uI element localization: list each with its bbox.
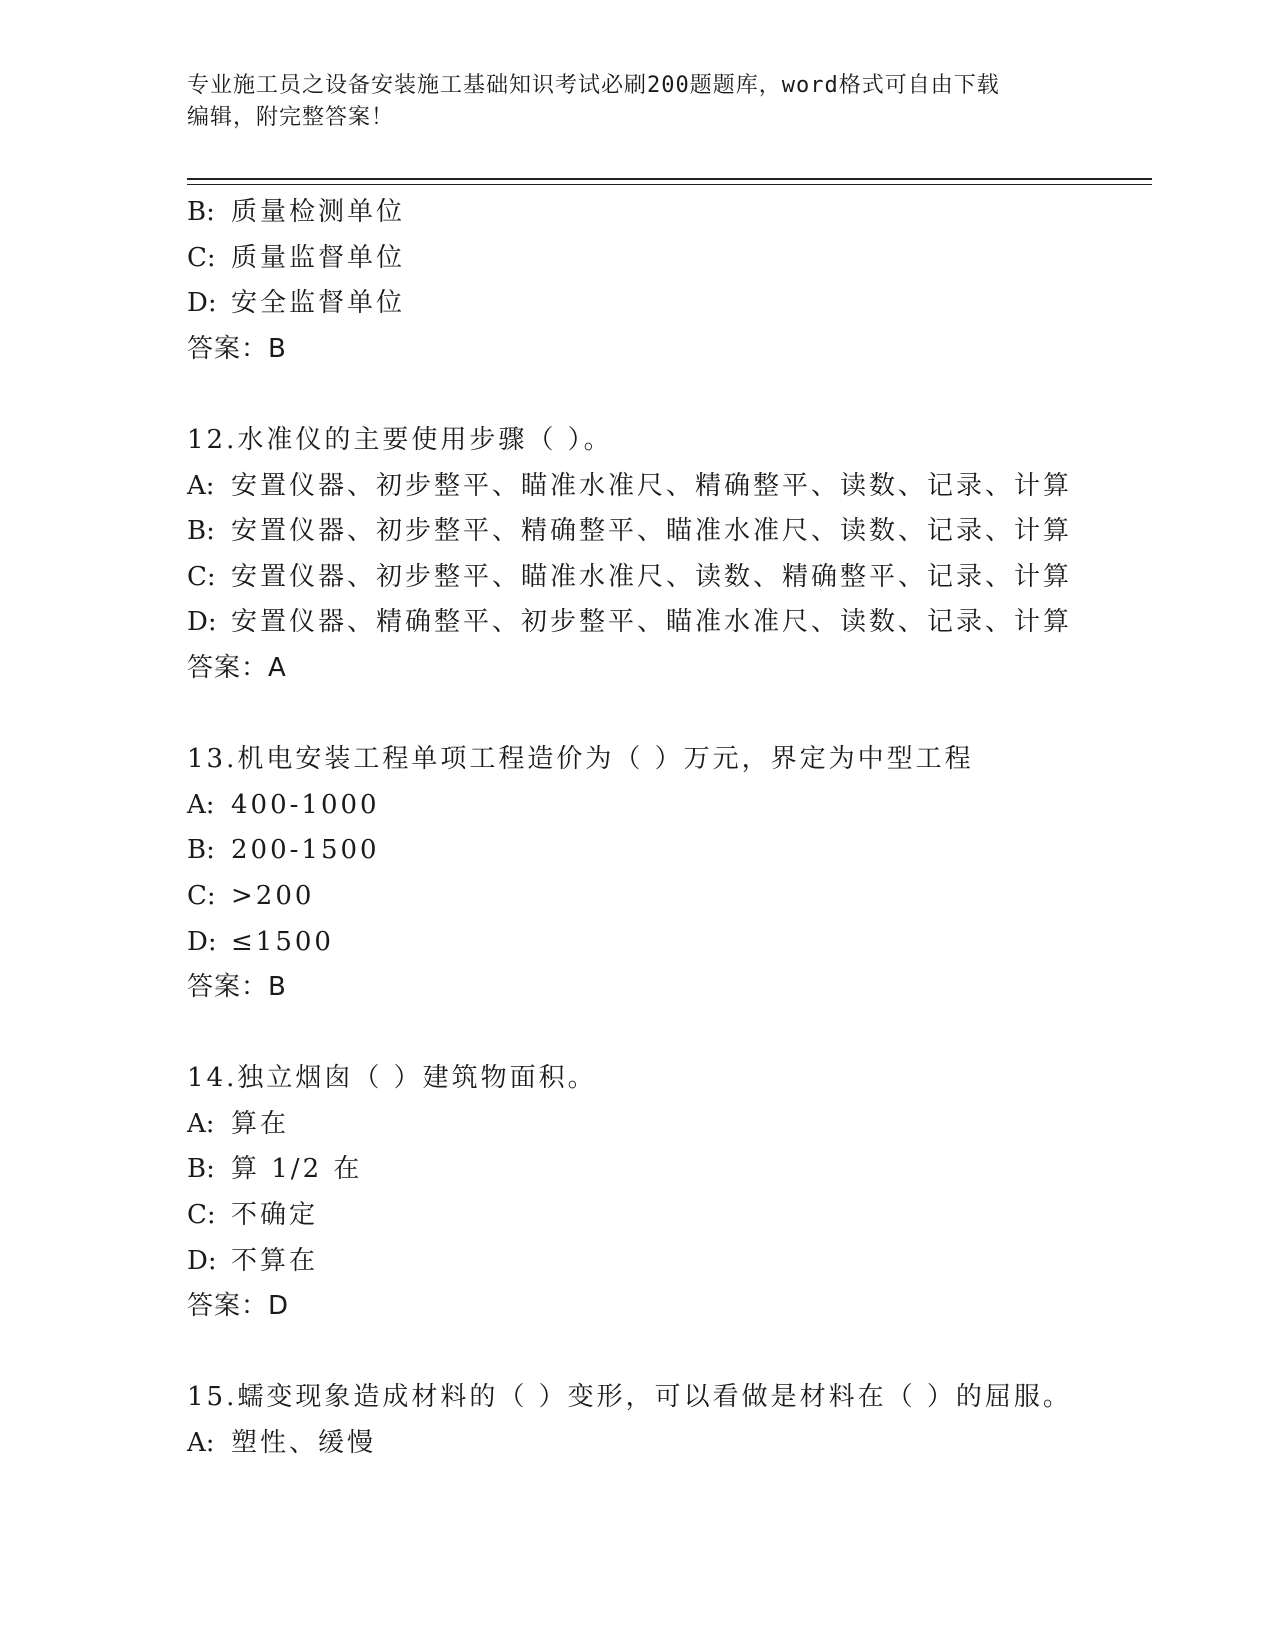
option-label: B:	[187, 1154, 215, 1185]
question-text: 14.独立烟囱（ ）建筑物面积。	[187, 1063, 597, 1094]
option-label: D:	[187, 1245, 217, 1276]
option-b	[187, 1147, 1147, 1193]
header-line-2: 编辑，附完整答案！	[187, 105, 395, 130]
option-c	[187, 1193, 1147, 1239]
question-text: 15.蠕变现象造成材料的（ ）变形，可以看做是材料在（ ）的屈服。	[187, 1382, 1072, 1413]
option-a	[187, 1421, 1147, 1467]
option-label: C:	[187, 561, 216, 592]
question-list	[187, 190, 1147, 1467]
option-text: 不算在	[231, 1245, 319, 1276]
option-label: A:	[187, 789, 215, 820]
option-text: 算 1/2 在	[231, 1154, 363, 1185]
option-text: 不确定	[231, 1200, 319, 1231]
option-text: 安全监督单位	[231, 288, 406, 319]
spacer	[187, 1330, 1147, 1376]
option-label: B:	[187, 835, 215, 866]
option-label: B:	[187, 197, 215, 227]
option-text: 算在	[231, 1108, 290, 1139]
spacer	[187, 1011, 1147, 1057]
option-label: C:	[187, 880, 216, 911]
option-text: 400-1000	[231, 789, 380, 820]
option-text: 200-1500	[231, 835, 380, 866]
option-label: A:	[187, 1428, 215, 1459]
answer-line: 答案：B	[187, 972, 287, 1003]
question-text: 12.水准仪的主要使用步骤（ ）。	[187, 424, 613, 455]
question-text: 13.机电安装工程单项工程造价为（ ）万元，界定为中型工程	[187, 744, 974, 775]
option-b	[187, 190, 1147, 236]
question-12	[187, 418, 1147, 692]
option-c	[187, 555, 1147, 601]
answer-line: 答案：B	[187, 333, 287, 364]
spacer	[187, 692, 1147, 738]
question-15	[187, 1375, 1147, 1466]
option-label: B:	[187, 516, 215, 547]
option-label: C:	[187, 1200, 216, 1231]
option-text: 安置仪器、初步整平、瞄准水准尺、精确整平、读数、记录、计算	[231, 470, 1073, 501]
option-label: A:	[187, 470, 215, 501]
option-b	[187, 828, 1147, 874]
option-d	[187, 281, 1147, 327]
document-header	[187, 70, 1077, 134]
spacer	[187, 372, 1147, 418]
option-a	[187, 1102, 1147, 1148]
option-b	[187, 509, 1147, 555]
option-a	[187, 464, 1147, 510]
option-label: A:	[187, 1108, 215, 1139]
option-d	[187, 600, 1147, 646]
option-text: >200	[231, 880, 315, 911]
option-d	[187, 1239, 1147, 1285]
option-c	[187, 236, 1147, 282]
header-line-1: 专业施工员之设备安装施工基础知识考试必刷200题题库，word格式可自由下载	[187, 73, 1000, 98]
option-c	[187, 874, 1147, 920]
option-label: D:	[187, 288, 217, 319]
option-text: 质量监督单位	[231, 242, 406, 273]
answer-line: 答案：D	[187, 1291, 290, 1322]
option-text: ≤1500	[231, 926, 334, 957]
option-label: D:	[187, 607, 217, 638]
option-label: D:	[187, 926, 217, 957]
option-text: 安置仪器、初步整平、精确整平、瞄准水准尺、读数、记录、计算	[231, 516, 1073, 547]
option-text: 安置仪器、精确整平、初步整平、瞄准水准尺、读数、记录、计算	[231, 607, 1073, 638]
option-text: 安置仪器、初步整平、瞄准水准尺、读数、精确整平、记录、计算	[231, 561, 1073, 592]
option-d	[187, 920, 1147, 966]
question-14	[187, 1056, 1147, 1330]
question-13	[187, 737, 1147, 1011]
answer-line: 答案：A	[187, 652, 287, 683]
option-text: 质量检测单位	[231, 197, 406, 227]
option-text: 塑性、缓慢	[231, 1428, 377, 1459]
question-11	[187, 190, 1147, 372]
header-rule-thin	[187, 184, 1152, 185]
option-label: C:	[187, 242, 216, 273]
option-a	[187, 783, 1147, 829]
header-rule-thick	[187, 178, 1152, 180]
